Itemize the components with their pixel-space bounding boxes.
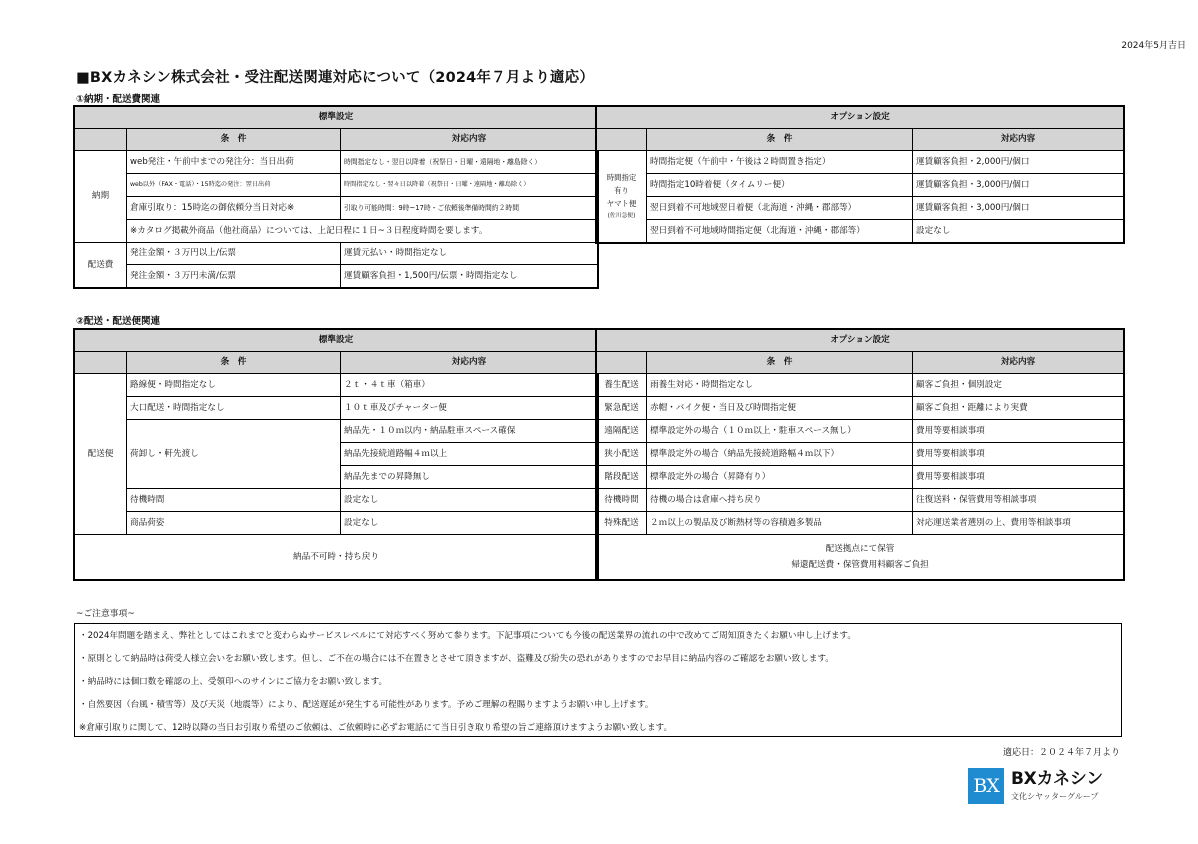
response-cell: 納品先接続道路幅４ｍ以上: [341, 443, 598, 466]
condition-cell: 雨養生対応・時間指定なし: [647, 374, 913, 397]
response-cell: 時間指定なし・翌日以降着（祝祭日・日曜・遠隔地・離島除く）: [341, 151, 598, 174]
section2-option-table: [596, 329, 1124, 580]
delivery-type-cell: 遠隔配送: [597, 420, 647, 443]
section2-heading: ②配送・配送便関連: [76, 316, 161, 327]
label-line: 有り: [614, 185, 629, 195]
condition-cell: 倉庫引取り：15時迄の御依頼分当日対応※: [127, 197, 341, 220]
note-item: ・納品時には個口数を確認の上、受領印へのサインにご協力をお願い致します。: [79, 677, 388, 687]
company-logo: [968, 768, 1103, 804]
time-designation-label: [597, 151, 647, 243]
page-title: ■BXカネシン株式会社・受注配送関連対応について（2024年７月より適応）: [76, 70, 595, 86]
condition-cell: 大口配送・時間指定なし: [127, 397, 341, 420]
blank-header-cell: [75, 129, 127, 151]
condition-header: 条 件: [647, 129, 913, 151]
condition-cell: 発注金額・３万円未満/伝票: [127, 265, 341, 288]
response-cell: 費用等要相談事項: [913, 420, 1124, 443]
condition-cell: 翌日到着不可地域翌日着便（北海道・沖縄・郡部等）: [647, 197, 913, 220]
response-cell: 運賃顧客負担・2,000円/個口: [913, 151, 1124, 174]
response-header: 対応内容: [913, 352, 1124, 374]
notes-box: [74, 623, 1122, 737]
delivery-type-cell: 狭小配送: [597, 443, 647, 466]
condition-cell: 標準設定外の場合（１０ｍ以上・駐車スペース無し）: [647, 420, 913, 443]
delivery-period-label: 納期: [75, 151, 127, 243]
response-cell: 顧客ご負担・距離により実費: [913, 397, 1124, 420]
standard-settings-header: 標準設定: [75, 330, 598, 352]
delivery-type-cell: 緊急配送: [597, 397, 647, 420]
option-settings-header: オプション設定: [597, 330, 1124, 352]
response-cell: 設定なし: [341, 489, 598, 512]
option-settings-header: オプション設定: [597, 107, 1124, 129]
response-cell: 引取り可能時間：9時~17時・ご依頼後準備時間約２時間: [341, 197, 598, 220]
note-item: ・自然要因（台風・積雪等）及び天災（地震等）により、配送遅延が発生する可能性があります。予めご理解の程賜りますようお願い申し上げます。: [79, 700, 654, 710]
response-cell: 納品先までの昇降無し: [341, 466, 598, 489]
delivery-type-cell: 特殊配送: [597, 512, 647, 535]
note-item: ・2024年問題を踏まえ、弊社としてはこれまでと変わらぬサービスレベルにて対応すべく努めて参ります。下記事項についても今後の配送業界の流れの中で改めてご周知頂きたくお願い申し上げます。: [79, 631, 856, 641]
storage-on-failure-cell: [597, 535, 1124, 580]
delivery-type-cell: 養生配送: [597, 374, 647, 397]
response-cell: 顧客ご負担・個別設定: [913, 374, 1124, 397]
issue-date: 2024年5月吉日: [1121, 41, 1186, 51]
condition-cell: 待機の場合は倉庫へ持ち戻り: [647, 489, 913, 512]
label-line: 時間指定: [606, 173, 637, 182]
return-on-failure-cell: 納品不可時・持ち戻り: [75, 535, 598, 580]
response-cell: 運賃顧客負担・3,000円/個口: [913, 197, 1124, 220]
response-cell: ２ｔ・４ｔ車（箱車）: [341, 374, 598, 397]
response-header: 対応内容: [341, 352, 598, 374]
shipping-fee-label: 配送費: [75, 243, 127, 288]
catalog-note: ※カタログ掲載外商品（他社商品）については、上記日程に１日~３日程度時間を要します。: [127, 220, 598, 243]
condition-cell: 待機時間: [127, 489, 341, 512]
company-name: BXカネシン: [1011, 769, 1103, 790]
delivery-service-label: 配送便: [75, 374, 127, 535]
condition-header: 条 件: [127, 352, 341, 374]
response-cell: 費用等要相談事項: [913, 466, 1124, 489]
standard-settings-header: 標準設定: [75, 107, 598, 129]
condition-cell: 赤帽・バイク便・当日及び時間指定便: [647, 397, 913, 420]
condition-cell: ２ｍ以上の製品及び断熱材等の容積過多製品: [647, 512, 913, 535]
response-cell: 納品先・１０ｍ以内・納品駐車スペース確保: [341, 420, 598, 443]
notes-heading: ~ご注意事項~: [76, 609, 135, 619]
section1-option-table: [596, 106, 1124, 243]
condition-cell: 発注金額・３万円以上/伝票: [127, 243, 341, 265]
response-cell: 運賃顧客負担・1,500円/伝票・時間指定なし: [341, 265, 598, 288]
response-cell: 運賃元払い・時間指定なし: [341, 243, 598, 265]
bx-logo-mark: BX: [968, 768, 1004, 804]
footer-line: 配送拠点にて保管: [825, 543, 895, 554]
response-cell: 費用等要相談事項: [913, 443, 1124, 466]
condition-cell: 路線便・時間指定なし: [127, 374, 341, 397]
condition-cell: web以外（FAX・電話）・15時迄の発注：翌日出荷: [127, 174, 341, 197]
footer-line: 帰還配送費・保管費用料顧客ご負担: [791, 560, 929, 570]
condition-cell: 翌日到着不可地域時間指定便（北海道・沖縄・郡部等）: [647, 220, 913, 243]
blank-header-cell: [597, 352, 647, 374]
condition-cell: 時間指定10時着便（タイムリー便）: [647, 174, 913, 197]
blank-header-cell: [75, 352, 127, 374]
response-cell: 設定なし: [341, 512, 598, 535]
response-header: 対応内容: [913, 129, 1124, 151]
condition-cell: web発注・午前中までの発注分：当日出荷: [127, 151, 341, 174]
response-cell: 運賃顧客負担・3,000円/個口: [913, 174, 1124, 197]
section1-heading: ①納期・配送費関連: [76, 94, 161, 105]
response-header: 対応内容: [341, 129, 598, 151]
label-line: ヤマト便: [606, 198, 637, 208]
note-item: ※倉庫引取りに関して、12時以降の当日お引取り希望のご依頼は、ご依頼時に必ずお電話にて当日引き取り希望の旨ご連絡頂けますようお願い致します。: [79, 723, 673, 733]
response-cell: 往復送料・保管費用等相談事項: [913, 489, 1124, 512]
condition-header: 条 件: [127, 129, 341, 151]
response-cell: 設定なし: [913, 220, 1124, 243]
response-cell: 対応運送業者選別の上、費用等相談事項: [913, 512, 1124, 535]
note-item: ・原則として納品時は荷受人様立会いをお願い致します。但し、ご不在の場合には不在置きとさせて頂きますが、盗難及び紛失の恐れがありますのでお早目に納品内容のご確認をお願い致します。: [79, 654, 834, 664]
section2-standard-table: [74, 329, 598, 580]
condition-cell: 標準設定外の場合（納品先接続道路幅４ｍ以下）: [647, 443, 913, 466]
label-line: (佐川急便): [607, 212, 636, 219]
company-group: 文化シヤッターグループ: [1011, 791, 1099, 801]
effective-date: 適応日：２０２４年７月より: [1002, 748, 1120, 758]
condition-cell: 荷卸し・軒先渡し: [127, 420, 341, 489]
response-cell: 時間指定なし・翌々日以降着（祝祭日・日曜・遠隔地・離島除く）: [341, 174, 598, 197]
condition-cell: 標準設定外の場合（昇降有り）: [647, 466, 913, 489]
delivery-type-cell: 階段配送: [597, 466, 647, 489]
condition-cell: 時間指定便（午前中・午後は２時間置き指定）: [647, 151, 913, 174]
blank-header-cell: [597, 129, 647, 151]
condition-header: 条 件: [647, 352, 913, 374]
condition-cell: 商品荷姿: [127, 512, 341, 535]
delivery-type-cell: 待機時間: [597, 489, 647, 512]
section1-standard-table: [74, 106, 598, 288]
response-cell: １０ｔ車及びチャーター便: [341, 397, 598, 420]
